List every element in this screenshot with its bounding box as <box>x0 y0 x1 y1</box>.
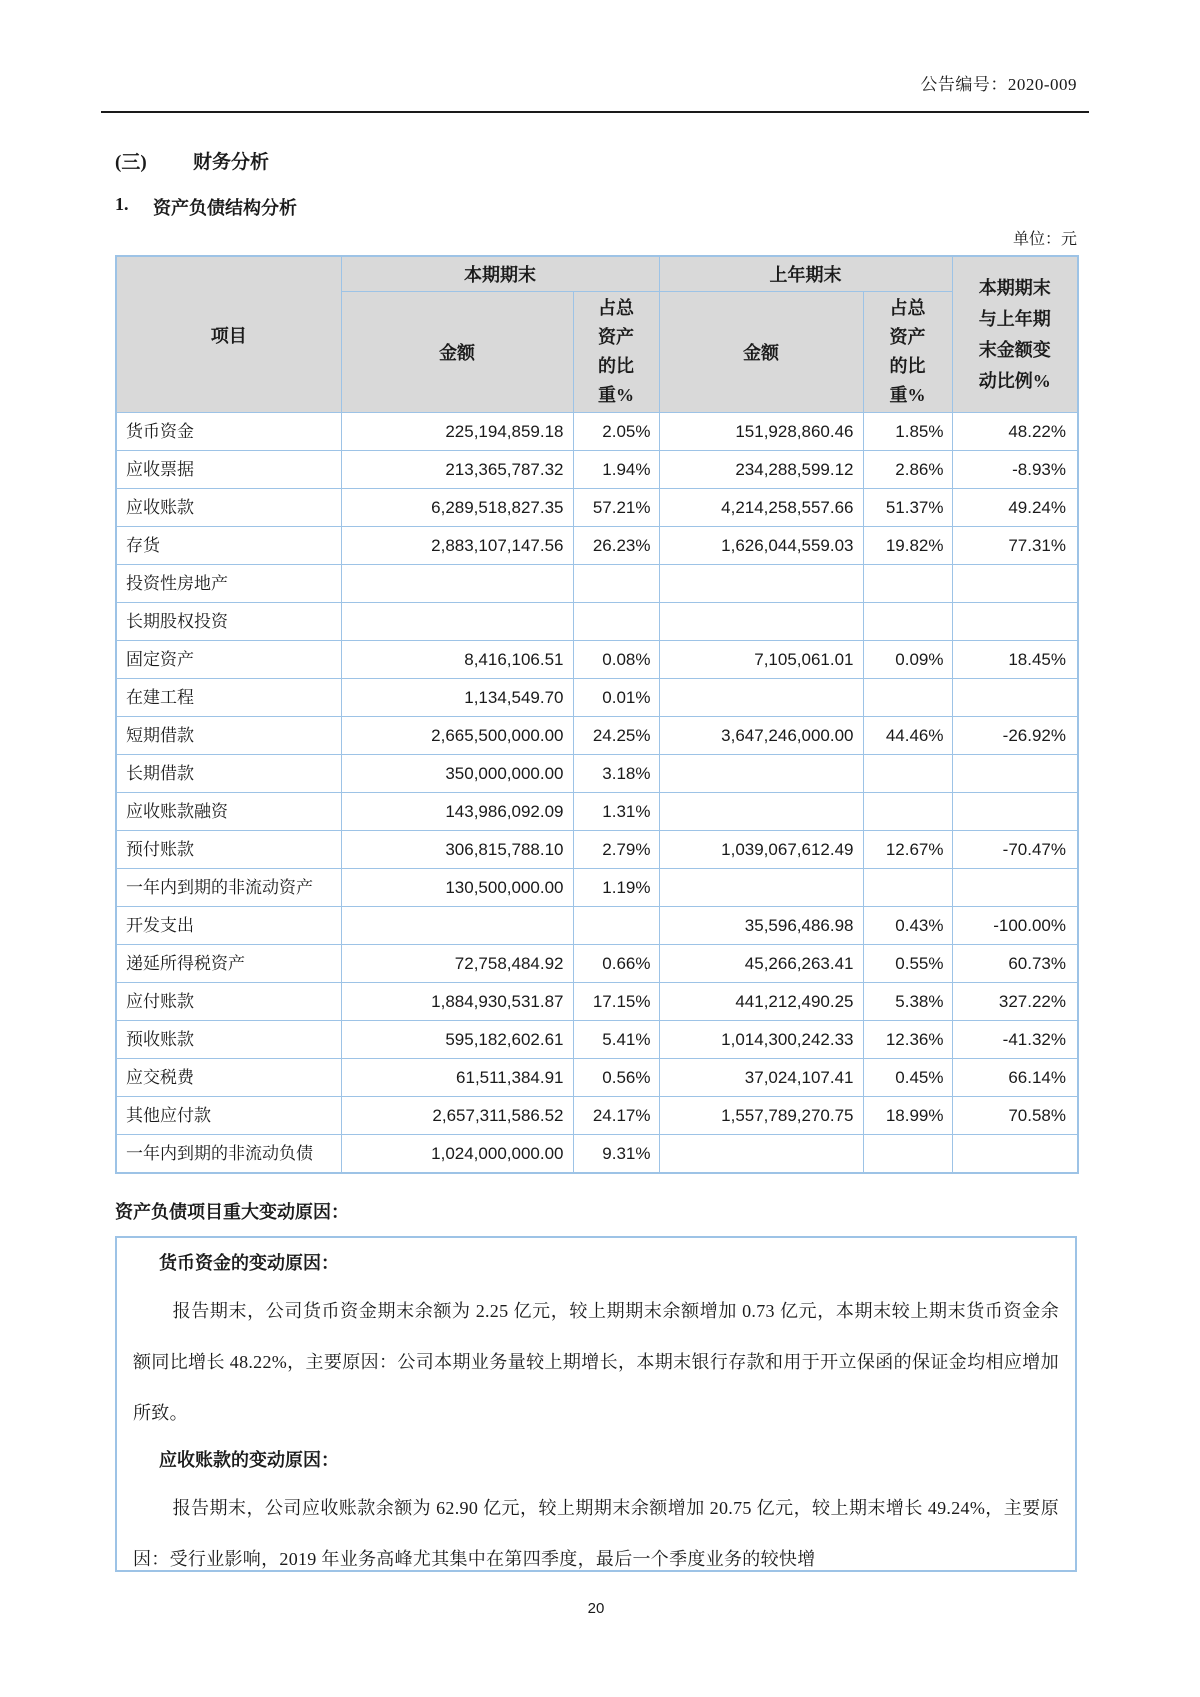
cell-change-pct: 66.14% <box>952 1059 1078 1097</box>
cell-current-amount: 143,986,092.09 <box>341 793 573 831</box>
cell-prior-pct: 1.85% <box>863 413 952 451</box>
cell-prior-amount: 1,557,789,270.75 <box>659 1097 863 1135</box>
row-label: 开发支出 <box>116 907 341 945</box>
cell-change-pct: -100.00% <box>952 907 1078 945</box>
cell-prior-pct: 0.55% <box>863 945 952 983</box>
cell-prior-pct <box>863 603 952 641</box>
cell-current-amount: 130,500,000.00 <box>341 869 573 907</box>
cell-current-pct: 0.08% <box>573 641 659 679</box>
cell-current-amount: 213,365,787.32 <box>341 451 573 489</box>
row-label: 短期借款 <box>116 717 341 755</box>
table-row <box>116 565 1078 603</box>
cell-prior-pct <box>863 793 952 831</box>
cell-prior-pct: 12.36% <box>863 1021 952 1059</box>
cell-prior-pct: 12.67% <box>863 831 952 869</box>
cell-current-pct: 0.66% <box>573 945 659 983</box>
cell-prior-amount: 151,928,860.46 <box>659 413 863 451</box>
cell-change-pct: 70.58% <box>952 1097 1078 1135</box>
cell-current-amount: 595,182,602.61 <box>341 1021 573 1059</box>
cell-prior-pct: 0.45% <box>863 1059 952 1097</box>
cell-prior-pct: 5.38% <box>863 983 952 1021</box>
table-row <box>116 793 1078 831</box>
table-row <box>116 1021 1078 1059</box>
analysis-subheading-cash: 货币资金的变动原因： <box>159 1253 339 1273</box>
row-label: 应收票据 <box>116 451 341 489</box>
cell-current-pct: 17.15% <box>573 983 659 1021</box>
analysis-box <box>115 1236 1077 1572</box>
cell-current-amount: 1,134,549.70 <box>341 679 573 717</box>
cell-current-amount: 1,024,000,000.00 <box>341 1135 573 1174</box>
row-label: 长期股权投资 <box>116 603 341 641</box>
cell-current-pct: 24.17% <box>573 1097 659 1135</box>
table-row <box>116 451 1078 489</box>
header-rule <box>101 111 1089 113</box>
cell-current-pct: 57.21% <box>573 489 659 527</box>
cell-current-pct: 1.94% <box>573 451 659 489</box>
row-label: 长期借款 <box>116 755 341 793</box>
header-prior-amount: 金额 <box>659 292 863 413</box>
cell-current-pct: 1.31% <box>573 793 659 831</box>
cell-prior-amount: 1,626,044,559.03 <box>659 527 863 565</box>
subsection-number: 1. <box>115 194 129 214</box>
cell-prior-pct: 2.86% <box>863 451 952 489</box>
cell-current-amount: 6,289,518,827.35 <box>341 489 573 527</box>
analysis-paragraph-receivables: 报告期末，公司应收账款余额为 62.90 亿元，较上期期末余额增加 20.75 亿元，较上期末增长 49.24%，主要原因：受行业影响，2019 年业务高峰尤其集中在第四季度，最后一个季度业务的较快增 <box>133 1498 1059 1569</box>
cell-change-pct: 18.45% <box>952 641 1078 679</box>
cell-prior-amount: 1,039,067,612.49 <box>659 831 863 869</box>
cell-current-amount <box>341 565 573 603</box>
cell-current-pct: 2.05% <box>573 413 659 451</box>
cell-current-amount: 1,884,930,531.87 <box>341 983 573 1021</box>
table-row <box>116 1059 1078 1097</box>
cell-prior-amount <box>659 793 863 831</box>
section-label: (三) <box>115 152 147 173</box>
section-title: 财务分析 <box>193 152 270 173</box>
header-current-pct-text: 占总资产的比重% <box>598 298 634 405</box>
table-row <box>116 983 1078 1021</box>
table-row <box>116 945 1078 983</box>
row-label: 固定资产 <box>116 641 341 679</box>
cell-prior-amount <box>659 755 863 793</box>
cell-prior-amount <box>659 565 863 603</box>
cell-prior-pct: 51.37% <box>863 489 952 527</box>
cell-current-pct: 1.19% <box>573 869 659 907</box>
header-prior-pct-text: 占总资产的比重% <box>889 298 926 405</box>
cell-current-amount: 72,758,484.92 <box>341 945 573 983</box>
cell-current-amount: 2,665,500,000.00 <box>341 717 573 755</box>
header-current-period: 本期期末 <box>341 256 659 292</box>
cell-change-pct <box>952 565 1078 603</box>
header-change-ratio <box>952 256 1078 413</box>
cell-prior-amount: 45,266,263.41 <box>659 945 863 983</box>
cell-prior-pct: 0.43% <box>863 907 952 945</box>
cell-prior-amount: 4,214,258,557.66 <box>659 489 863 527</box>
cell-current-amount: 8,416,106.51 <box>341 641 573 679</box>
section-heading <box>115 147 1077 174</box>
header-prior-pct <box>863 292 952 413</box>
cell-prior-pct: 0.09% <box>863 641 952 679</box>
cell-current-pct: 0.01% <box>573 679 659 717</box>
cell-prior-amount <box>659 603 863 641</box>
analysis-subheading-receivables: 应收账款的变动原因： <box>159 1450 339 1470</box>
table-row <box>116 489 1078 527</box>
cell-prior-pct <box>863 565 952 603</box>
page-number: 20 <box>587 1600 605 1617</box>
table-row <box>116 603 1078 641</box>
cell-change-pct <box>952 603 1078 641</box>
analysis-paragraph-cash: 报告期末，公司货币资金期末余额为 2.25 亿元，较上期期末余额增加 0.73 亿元，本期末较上期末货币资金余额同比增长 48.22%，主要原因：公司本期业务量较上期增长，本期末银行存款和用于开立保函的保证金均相应增加所致。 <box>133 1301 1059 1423</box>
table-row <box>116 641 1078 679</box>
cell-change-pct <box>952 1135 1078 1174</box>
row-label: 应收账款 <box>116 489 341 527</box>
cell-prior-pct <box>863 679 952 717</box>
cell-current-pct: 2.79% <box>573 831 659 869</box>
cell-prior-amount: 441,212,490.25 <box>659 983 863 1021</box>
row-label: 应付账款 <box>116 983 341 1021</box>
cell-current-pct <box>573 565 659 603</box>
table-row <box>116 1135 1078 1174</box>
cell-current-pct: 3.18% <box>573 755 659 793</box>
cell-prior-amount: 37,024,107.41 <box>659 1059 863 1097</box>
cell-current-amount <box>341 907 573 945</box>
row-label: 预收账款 <box>116 1021 341 1059</box>
doc-number: 公告编号：2020-009 <box>920 75 1077 94</box>
row-label: 货币资金 <box>116 413 341 451</box>
cell-change-pct <box>952 755 1078 793</box>
cell-change-pct: -8.93% <box>952 451 1078 489</box>
header-change-ratio-text: 本期期末与上年期末金额变动比例% <box>978 277 1051 391</box>
cell-prior-pct: 19.82% <box>863 527 952 565</box>
cell-prior-amount: 35,596,486.98 <box>659 907 863 945</box>
row-label: 应交税费 <box>116 1059 341 1097</box>
cell-prior-amount <box>659 869 863 907</box>
cell-current-amount <box>341 603 573 641</box>
row-label: 一年内到期的非流动负债 <box>116 1135 341 1174</box>
cell-current-amount: 2,657,311,586.52 <box>341 1097 573 1135</box>
cell-prior-pct: 18.99% <box>863 1097 952 1135</box>
cell-change-pct: 49.24% <box>952 489 1078 527</box>
cell-prior-amount <box>659 1135 863 1174</box>
analysis-heading: 资产负债项目重大变动原因： <box>115 1202 349 1222</box>
cell-change-pct <box>952 679 1078 717</box>
cell-change-pct: -41.32% <box>952 1021 1078 1059</box>
table-row <box>116 755 1078 793</box>
cell-current-pct: 26.23% <box>573 527 659 565</box>
cell-current-pct: 5.41% <box>573 1021 659 1059</box>
table-row <box>116 717 1078 755</box>
cell-current-pct: 0.56% <box>573 1059 659 1097</box>
row-label: 投资性房地产 <box>116 565 341 603</box>
cell-change-pct: 77.31% <box>952 527 1078 565</box>
row-label: 一年内到期的非流动资产 <box>116 869 341 907</box>
cell-prior-pct <box>863 755 952 793</box>
cell-change-pct <box>952 793 1078 831</box>
cell-change-pct: 327.22% <box>952 983 1078 1021</box>
row-label: 应收账款融资 <box>116 793 341 831</box>
balance-sheet-table <box>115 255 1079 1174</box>
table-header-row-1 <box>116 256 1078 292</box>
cell-change-pct: -70.47% <box>952 831 1078 869</box>
cell-current-amount: 61,511,384.91 <box>341 1059 573 1097</box>
cell-prior-amount: 3,647,246,000.00 <box>659 717 863 755</box>
table-row <box>116 679 1078 717</box>
header-current-pct <box>573 292 659 413</box>
cell-prior-amount: 1,014,300,242.33 <box>659 1021 863 1059</box>
row-label: 存货 <box>116 527 341 565</box>
header-current-amount: 金额 <box>341 292 573 413</box>
table-row <box>116 1097 1078 1135</box>
cell-current-pct: 24.25% <box>573 717 659 755</box>
row-label: 预付账款 <box>116 831 341 869</box>
row-label: 递延所得税资产 <box>116 945 341 983</box>
cell-change-pct: 60.73% <box>952 945 1078 983</box>
cell-change-pct: 48.22% <box>952 413 1078 451</box>
cell-change-pct <box>952 869 1078 907</box>
cell-prior-amount: 234,288,599.12 <box>659 451 863 489</box>
row-label: 其他应付款 <box>116 1097 341 1135</box>
cell-prior-amount <box>659 679 863 717</box>
cell-current-amount: 225,194,859.18 <box>341 413 573 451</box>
table-row <box>116 907 1078 945</box>
subsection-title: 资产负债结构分析 <box>153 198 297 218</box>
cell-prior-pct <box>863 1135 952 1174</box>
subsection-heading <box>115 194 1077 220</box>
table-row <box>116 831 1078 869</box>
cell-prior-amount: 7,105,061.01 <box>659 641 863 679</box>
table-row <box>116 413 1078 451</box>
cell-current-pct <box>573 907 659 945</box>
header-item: 项目 <box>116 256 341 413</box>
cell-prior-pct <box>863 869 952 907</box>
header-prior-period: 上年期末 <box>659 256 952 292</box>
table-body <box>116 413 1078 1174</box>
row-label: 在建工程 <box>116 679 341 717</box>
unit-label: 单位：元 <box>1012 231 1077 248</box>
cell-current-amount: 2,883,107,147.56 <box>341 527 573 565</box>
cell-current-amount: 350,000,000.00 <box>341 755 573 793</box>
cell-current-pct <box>573 603 659 641</box>
cell-current-amount: 306,815,788.10 <box>341 831 573 869</box>
table-row <box>116 527 1078 565</box>
cell-current-pct: 9.31% <box>573 1135 659 1174</box>
cell-change-pct: -26.92% <box>952 717 1078 755</box>
cell-prior-pct: 44.46% <box>863 717 952 755</box>
table-row <box>116 869 1078 907</box>
